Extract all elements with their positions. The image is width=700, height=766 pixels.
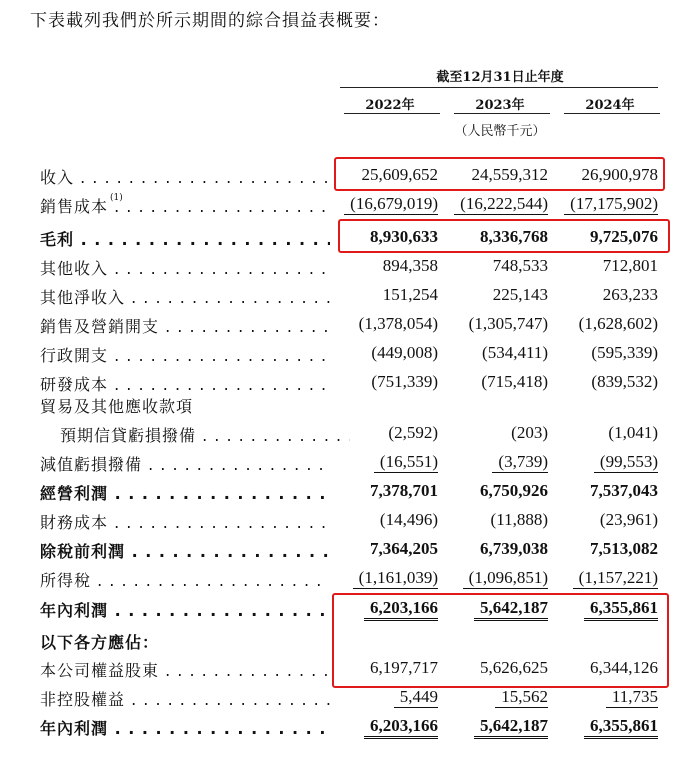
value-cell-2022: (751,339) (371, 372, 438, 391)
value-cell-2023: 5,626,625 (480, 658, 548, 677)
value-cell-2023 (438, 687, 548, 708)
value-cell-2024: (1,041) (608, 423, 658, 442)
period-title: 截至12月31日止年度 (436, 70, 564, 85)
value-cell-2022: 151,254 (382, 285, 438, 304)
underlined-value: (99,553) (594, 452, 658, 473)
row-label: 其他收入 . . . (40, 256, 330, 279)
underlined-value: 5,642,187 (474, 716, 548, 739)
row-label: 研發成本 . . . (40, 372, 330, 395)
value-cell-2024: 7,513,082 (590, 539, 658, 558)
underlined-value: 6,203,166 (364, 598, 438, 621)
highlight-profit-attribution (332, 593, 669, 688)
value-cell-2024 (548, 716, 658, 739)
underlined-value: (1,096,851) (463, 568, 548, 589)
row-label: 以下各方應佔： (40, 633, 160, 652)
value-cell-2024 (548, 194, 658, 215)
value-cell-2024: (23,961) (599, 510, 658, 529)
table-row (0, 340, 700, 368)
value-cell-2023: (1,305,747) (468, 314, 548, 333)
underlined-value: (16,551) (374, 452, 438, 473)
underlined-value: 5,449 (394, 687, 438, 708)
value-cell-2023: 24,559,312 (471, 165, 548, 184)
value-cell-2024: (1,628,602) (578, 314, 658, 333)
value-cell-2024: (839,532) (591, 372, 658, 391)
table-row (0, 391, 700, 419)
table-row (0, 478, 700, 506)
value-cell-2024: 7,537,043 (590, 481, 658, 500)
value-cell-2023: 748,533 (492, 256, 548, 275)
value-cell-2022: 894,358 (382, 256, 438, 275)
year-2024-header: 2024年 (585, 98, 635, 113)
year-2022-header: 2022年 (365, 98, 415, 113)
value-cell-2024 (548, 452, 658, 473)
row-label: 其他淨收入 . . . (40, 285, 330, 308)
year-rule-2024 (564, 113, 660, 114)
table-row (0, 311, 700, 339)
underlined-value: (16,222,544) (454, 194, 548, 215)
highlight-revenue (334, 157, 665, 191)
value-cell-2023: (715,418) (481, 372, 548, 391)
year-rule-2022 (344, 113, 440, 114)
value-cell-2023: 6,739,038 (480, 539, 548, 558)
row-label: 年內利潤 . . . (40, 598, 330, 621)
value-cell-2022: 8,930,633 (370, 227, 438, 246)
table-row (0, 713, 700, 741)
underlined-value: (1,157,221) (573, 568, 658, 589)
row-label: 銷售成本 . . . (40, 194, 330, 217)
row-label: 銷售及營銷開支 . . . (40, 314, 330, 337)
value-cell-2023 (438, 452, 548, 473)
value-cell-2023: (534,411) (482, 343, 548, 362)
row-label: 經營利潤 . . . (40, 481, 330, 504)
value-cell-2024: 712,801 (602, 256, 658, 275)
value-cell-2023: 225,143 (492, 285, 548, 304)
row-label: 本公司權益股東 . . . (40, 658, 330, 681)
value-cell-2022 (328, 194, 438, 215)
value-cell-2024: 6,344,126 (590, 658, 658, 677)
row-label: 除稅前利潤 . . . (40, 539, 330, 562)
row-label: 財務成本 . . . (40, 510, 330, 533)
value-cell-2024 (548, 568, 658, 589)
value-cell-2023: 8,336,768 (480, 227, 548, 246)
value-cell-2023 (438, 194, 548, 215)
table-row (0, 253, 700, 281)
table-row (0, 507, 700, 535)
row-label: 毛利 . . . (40, 227, 330, 250)
value-cell-2024: 9,725,076 (590, 227, 658, 246)
value-cell-2022 (328, 687, 438, 708)
underlined-value: 6,203,166 (364, 716, 438, 739)
row-label: 所得稅 . . . (40, 568, 330, 591)
value-cell-2023: (11,888) (490, 510, 548, 529)
row-label: 預期信貸虧損撥備 . . . (60, 423, 350, 446)
underlined-value: (3,739) (492, 452, 548, 473)
row-label: 收入 . . . (40, 165, 330, 188)
table-row (0, 449, 700, 477)
value-cell-2022: (14,496) (379, 510, 438, 529)
table-row (0, 191, 700, 219)
value-cell-2022 (328, 568, 438, 589)
underlined-value: 5,642,187 (474, 598, 548, 621)
underlined-value: 6,355,861 (584, 716, 658, 739)
value-cell-2022: 25,609,652 (361, 165, 438, 184)
footnote-marker: (1) (110, 193, 123, 203)
intro-text: 下表載列我們於所示期間的綜合損益表概要： (30, 11, 390, 31)
row-label: 年內利潤 . . . (40, 716, 330, 739)
year-rule-2023 (454, 113, 550, 114)
value-cell-2024: 263,233 (602, 285, 658, 304)
value-cell-2024: (595,339) (591, 343, 658, 362)
value-cell-2023 (438, 568, 548, 589)
value-cell-2022: (449,008) (371, 343, 438, 362)
value-cell-2023: (203) (511, 423, 548, 442)
value-cell-2022: 7,378,701 (370, 481, 438, 500)
table-row (0, 282, 700, 310)
row-label: 行政開支 . . . (40, 343, 330, 366)
value-cell-2023: 6,750,926 (480, 481, 548, 500)
value-cell-2022: 7,364,205 (370, 539, 438, 558)
table-row (0, 536, 700, 564)
row-label: 貿易及其他應收款項 (40, 397, 194, 416)
value-cell-2022: (1,378,054) (358, 314, 438, 333)
value-cell-2022 (328, 716, 438, 739)
underlined-value: (17,175,902) (564, 194, 658, 215)
table-row (0, 565, 700, 593)
unit-label: （人民幣千元） (454, 124, 546, 139)
value-cell-2022: (2,592) (388, 423, 438, 442)
underlined-value: 6,355,861 (584, 598, 658, 621)
row-label: 減值虧損撥備 . . . (40, 452, 330, 475)
highlight-gross-profit (338, 219, 670, 253)
underlined-value: 11,735 (606, 687, 658, 708)
table-row (0, 684, 700, 712)
value-cell-2024: 26,900,978 (581, 165, 658, 184)
underlined-value: 15,562 (495, 687, 548, 708)
table-row (0, 420, 700, 448)
year-2023-header: 2023年 (475, 98, 525, 113)
row-label: 非控股權益 . . . (40, 687, 330, 710)
value-cell-2022 (328, 452, 438, 473)
underlined-value: (16,679,019) (344, 194, 438, 215)
value-cell-2024 (548, 687, 658, 708)
value-cell-2023 (438, 716, 548, 739)
header-rule (340, 87, 658, 88)
underlined-value: (1,161,039) (353, 568, 438, 589)
value-cell-2022: 6,197,717 (370, 658, 438, 677)
